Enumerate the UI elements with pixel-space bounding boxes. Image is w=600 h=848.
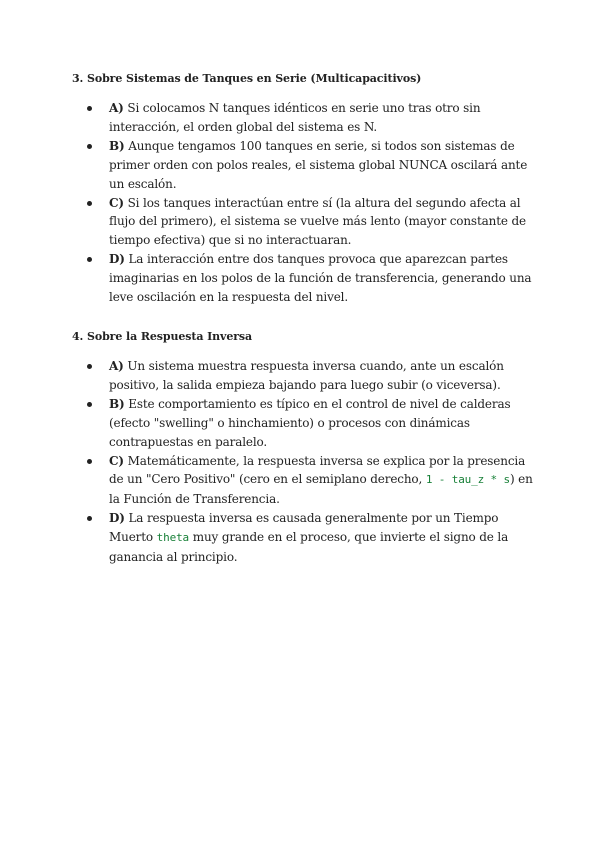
option-text-before: Matemáticamente, la respuesta inversa se explica por la presencia de un "Cero Positivo" (cero en el semiplano derecho, (109, 453, 526, 487)
bullet-icon (87, 257, 92, 262)
section-heading: 4. Sobre la Respuesta Inversa (72, 330, 253, 343)
list-item (72, 99, 542, 137)
option-label: D) (109, 252, 125, 267)
option-text: Si los tanques interactúan entre sí (la altura del segundo afecta al flujo del primero), el sistema se vuelve más lento (mayor constante de tiempo efectiva) que si no interactuaran. (109, 195, 526, 248)
option-label: C) (109, 195, 124, 210)
option-text-after: ) en la Función de Transferencia. (109, 472, 533, 507)
option-text: Este comportamiento es típico en el control de nivel de calderas (efecto "swelling" o hinchamiento) o procesos con dinámicas contrapuestas en paralelo. (109, 396, 511, 449)
list-item (72, 194, 542, 251)
option-label: A) (109, 101, 124, 115)
bullet-icon (87, 459, 92, 464)
option-label: A) (109, 359, 124, 373)
option-text: Si colocamos N tanques idénticos en serie uno tras otro sin interacción, el orden global del sistema es N. (109, 101, 481, 134)
option-label: B) (109, 396, 125, 411)
option-text-after: muy grande en el proceso, que invierte el signo de la ganancia al principio. (109, 530, 509, 565)
section-tanks-in-series (72, 72, 542, 307)
option-label: C) (109, 453, 124, 468)
option-text-before: La respuesta inversa es causada generalmente por un Tiempo Muerto (109, 511, 499, 545)
bullet-icon (87, 144, 92, 149)
list-item (72, 137, 542, 194)
option-text: La interacción entre dos tanques provoca que aparezcan partes imaginarias en los polos de la función de transferencia, generando una leve oscilación en la respuesta del nivel. (109, 252, 532, 305)
bullet-icon (87, 364, 92, 369)
list-item (72, 452, 542, 510)
bullet-icon (87, 106, 92, 111)
list-item (72, 395, 542, 452)
inline-code: theta (156, 531, 190, 545)
inline-code: 1 - tau_z * s (425, 473, 510, 487)
section-heading: 3. Sobre Sistemas de Tanques en Serie (Multicapacitivos) (72, 72, 422, 85)
list-item (72, 357, 542, 395)
option-text: Un sistema muestra respuesta inversa cuando, ante un escalón positivo, la salida empieza bajando para luego subir (o viceversa). (109, 359, 504, 392)
option-list (72, 357, 542, 567)
bullet-icon (87, 516, 92, 521)
list-item (72, 250, 542, 307)
option-text: Aunque tengamos 100 tanques en serie, si todos son sistemas de primer orden con polos reales, el sistema global NUNCA oscilará ante un escalón. (109, 138, 528, 191)
option-list (72, 99, 542, 307)
option-label: B) (109, 138, 125, 153)
bullet-icon (87, 201, 92, 206)
option-label: D) (109, 511, 125, 526)
bullet-icon (87, 402, 92, 407)
section-inverse-response (72, 330, 542, 567)
list-item (72, 509, 542, 567)
